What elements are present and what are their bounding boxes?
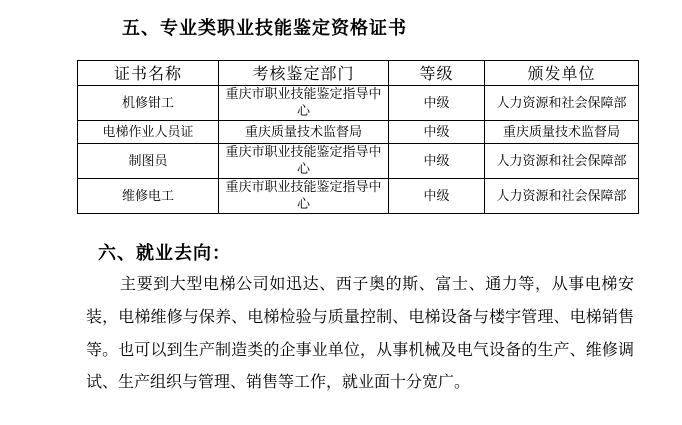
cell-level: 中级 bbox=[389, 179, 485, 214]
table-row bbox=[78, 144, 639, 179]
column-header-issuing-authority: 颁发单位 bbox=[485, 61, 639, 86]
table-row bbox=[78, 179, 639, 214]
column-header-assessment-department: 考核鉴定部门 bbox=[219, 61, 389, 86]
cell-certificate-name: 制图员 bbox=[78, 144, 219, 179]
cell-certificate-name: 电梯作业人员证 bbox=[78, 121, 219, 144]
cell-assessment-department: 重庆市职业技能鉴定指导中心 bbox=[219, 86, 389, 121]
column-header-certificate-name: 证书名称 bbox=[78, 61, 219, 86]
cell-assessment-department: 重庆市职业技能鉴定指导中心 bbox=[219, 144, 389, 179]
cell-level: 中级 bbox=[389, 86, 485, 121]
section-heading-employment: 六、就业去向： bbox=[98, 243, 231, 264]
cell-level: 中级 bbox=[389, 144, 485, 179]
cell-issuing-authority: 人力资源和社会保障部 bbox=[485, 86, 639, 121]
cell-assessment-department: 重庆质量技术监督局 bbox=[219, 121, 389, 144]
cell-issuing-authority: 人力资源和社会保障部 bbox=[485, 144, 639, 179]
table-header-row bbox=[78, 61, 639, 86]
table-row bbox=[78, 86, 639, 121]
cell-certificate-name: 机修钳工 bbox=[78, 86, 219, 121]
cell-certificate-name: 维修电工 bbox=[78, 179, 219, 214]
column-header-level: 等级 bbox=[389, 61, 485, 86]
employment-paragraph: 主要到大型电梯公司如迅达、西子奥的斯、富士、通力等，从事电梯安装，电梯维修与保养、电梯检验与质量控制、电梯设备与楼宇管理、电梯销售等。也可以到生产制造类的企事业单位，从事机械及电气设备的生产、维修调试、生产组织与管理、销售等工作，就业面十分宽广。 bbox=[86, 274, 634, 392]
cell-issuing-authority: 人力资源和社会保障部 bbox=[485, 179, 639, 214]
section-heading-certificates: 五、专业类职业技能鉴定资格证书 bbox=[122, 18, 407, 39]
cell-issuing-authority: 重庆质量技术监督局 bbox=[485, 121, 639, 144]
cell-level: 中级 bbox=[389, 121, 485, 144]
cell-assessment-department: 重庆市职业技能鉴定指导中心 bbox=[219, 179, 389, 214]
table-row bbox=[78, 121, 639, 144]
certificate-table bbox=[77, 60, 639, 214]
